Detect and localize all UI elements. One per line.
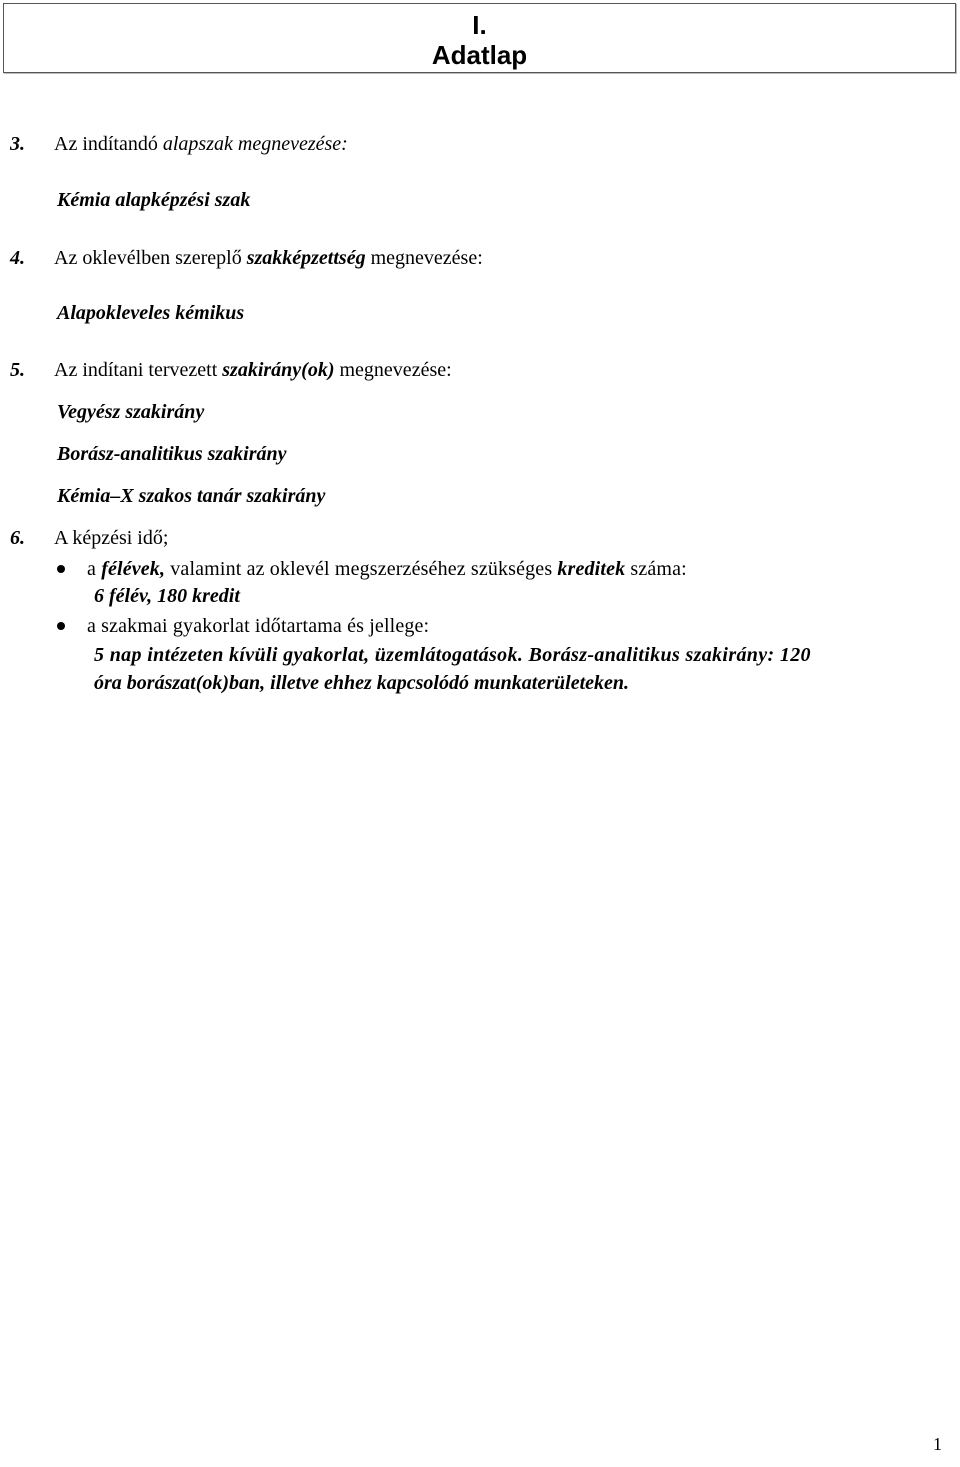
item-5-spec-1: Vegyész szakirány	[57, 401, 205, 423]
item-4-text-1: Az oklevélben szereplő	[54, 247, 247, 269]
section-header-box	[3, 3, 956, 73]
item-3-heading	[10, 131, 348, 157]
item-4-number: 4.	[10, 247, 25, 269]
item-4-emphasis: szakképzettség	[246, 247, 366, 269]
bullet-2-value-line-1: 5 nap intézeten kívüli gyakorlat, üzemlátogatások. Borász-analitikus szakirány: 120	[94, 644, 811, 666]
item-5-text-2: megnevezése:	[334, 359, 452, 381]
item-5-number: 5.	[10, 359, 25, 381]
item-5-emphasis: szakirány(ok)	[222, 359, 335, 381]
bullet-2-value-line-2: óra borászat(ok)ban, illetve ehhez kapcsolódó munkaterületeken.	[94, 672, 629, 694]
item-3-emphasis: alapszak megnevezése:	[162, 133, 348, 155]
bullet-1-part-1: a	[87, 558, 102, 580]
item-4-value: Alapokleveles kémikus	[57, 302, 245, 324]
bullet-1-emphasis-1: félévek,	[101, 558, 166, 580]
item-3-text: Az indítandó	[54, 133, 163, 155]
item-3-value: Kémia alapképzési szak	[57, 189, 251, 211]
bullet-2-text: a szakmai gyakorlat időtartama és jellege:	[87, 615, 430, 637]
item-5-text-1: Az indítani tervezett	[54, 359, 223, 381]
item-6-heading	[10, 525, 168, 551]
bullet-1-value: 6 félév, 180 kredit	[94, 585, 240, 607]
item-4-text-2: megnevezése:	[365, 247, 483, 269]
bullet-1-emphasis-2: kreditek	[557, 558, 626, 580]
item-6-text: A képzési idő;	[54, 527, 169, 549]
item-3-number: 3.	[10, 133, 25, 155]
bullet-1-part-3: száma:	[625, 558, 687, 580]
bullet-2-marker	[57, 622, 65, 630]
item-5-spec-2: Borász-analitikus szakirány	[57, 443, 287, 465]
page-number: 1	[933, 1434, 942, 1454]
bullet-1-marker	[57, 565, 65, 573]
bullet-1-text	[87, 556, 687, 582]
bullet-1-part-2: valamint az oklevél megszerzéséhez szükséges	[165, 558, 558, 580]
item-4-heading	[10, 245, 483, 271]
item-5-heading	[10, 357, 452, 383]
section-number: I.	[472, 10, 487, 40]
item-6-number: 6.	[10, 527, 25, 549]
item-5-spec-3: Kémia–X szakos tanár szakirány	[57, 485, 326, 507]
section-title: Adatlap	[431, 40, 528, 70]
